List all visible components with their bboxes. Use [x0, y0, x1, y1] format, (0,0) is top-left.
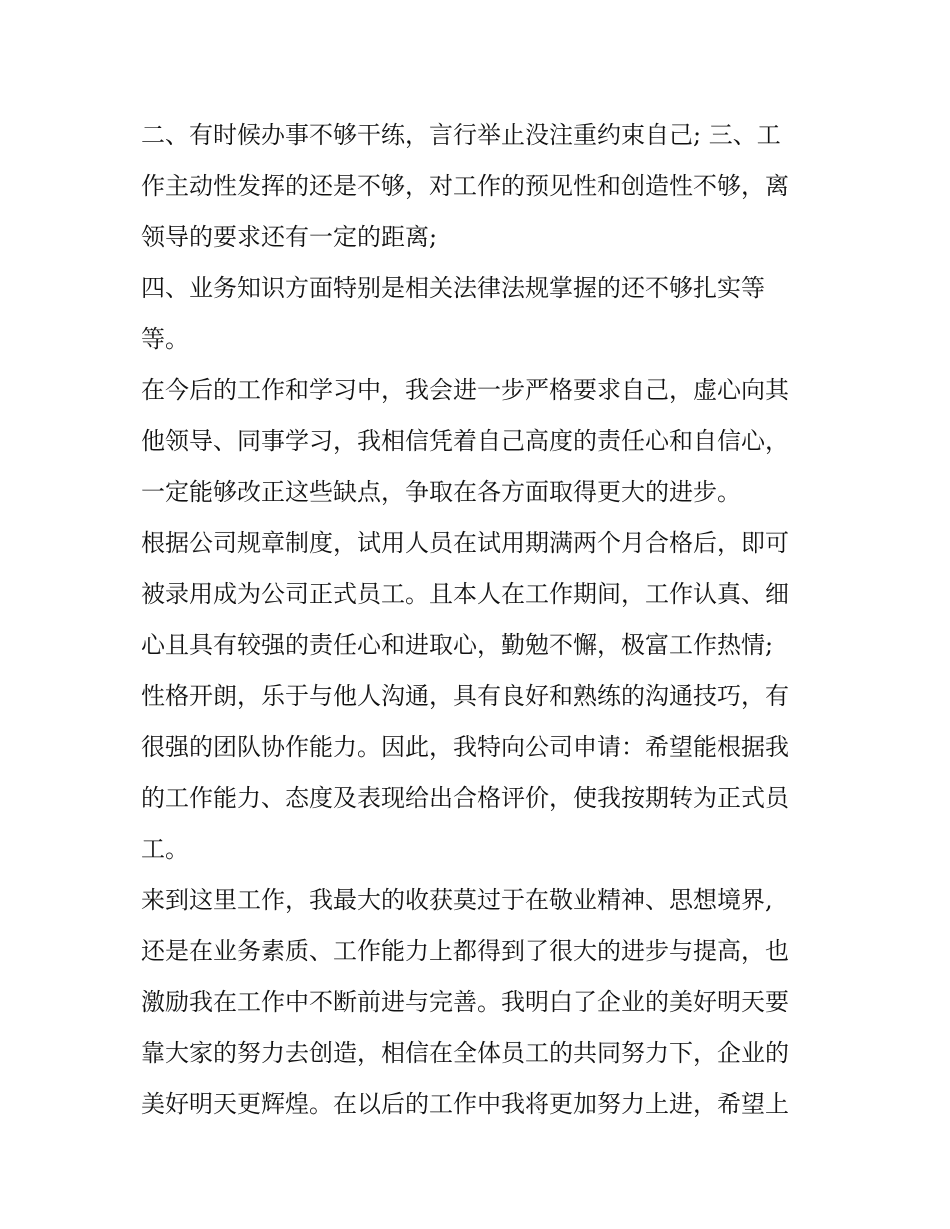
text-line: 作主动性发挥的还是不够，对工作的预见性和创造性不够，离: [141, 172, 789, 200]
text-line: 的工作能力、态度及表现给出合格评价，使我按期转为正式员: [141, 784, 789, 812]
text-line: 领导的要求还有一定的距离;: [141, 223, 438, 251]
text-line: 来到这里工作，我最大的收获莫过于在敬业精神、思想境界,: [141, 886, 773, 914]
text-line: 四、业务知识方面特别是相关法律法规掌握的还不够扎实等: [141, 274, 765, 302]
text-line: 很强的团队协作能力。因此，我特向公司申请：希望能根据我: [141, 733, 789, 761]
text-line: 美好明天更辉煌。在以后的工作中我将更加努力上进，希望上: [141, 1090, 789, 1118]
text-line: 还是在业务素质、工作能力上都得到了很大的进步与提高，也: [141, 937, 789, 965]
text-line: 他领导、同事学习，我相信凭着自己高度的责任心和自信心，: [141, 427, 789, 455]
text-line: 激励我在工作中不断前进与完善。我明白了企业的美好明天要: [141, 988, 789, 1016]
text-line: 根据公司规章制度，试用人员在试用期满两个月合格后，即可: [141, 529, 789, 557]
text-line: 靠大家的努力去创造，相信在全体员工的共同努力下，企业的: [141, 1039, 789, 1067]
text-line: 在今后的工作和学习中，我会进一步严格要求自己，虚心向其: [141, 376, 789, 404]
document-body: [141, 110, 821, 1130]
text-line: 一定能够改正这些缺点，争取在各方面取得更大的进步。: [141, 478, 741, 506]
text-line: 性格开朗，乐于与他人沟通，具有良好和熟练的沟通技巧，有: [141, 682, 789, 710]
text-line: 等。: [141, 325, 189, 353]
text-line: 二、有时候办事不够干练，言行举止没注重约束自己; 三、工: [141, 121, 781, 149]
text-line: 被录用成为公司正式员工。且本人在工作期间，工作认真、细: [141, 580, 789, 608]
text-line: 心且具有较强的责任心和进取心，勤勉不懈，极富工作热情;: [141, 631, 774, 659]
text-line: 工。: [141, 835, 189, 863]
